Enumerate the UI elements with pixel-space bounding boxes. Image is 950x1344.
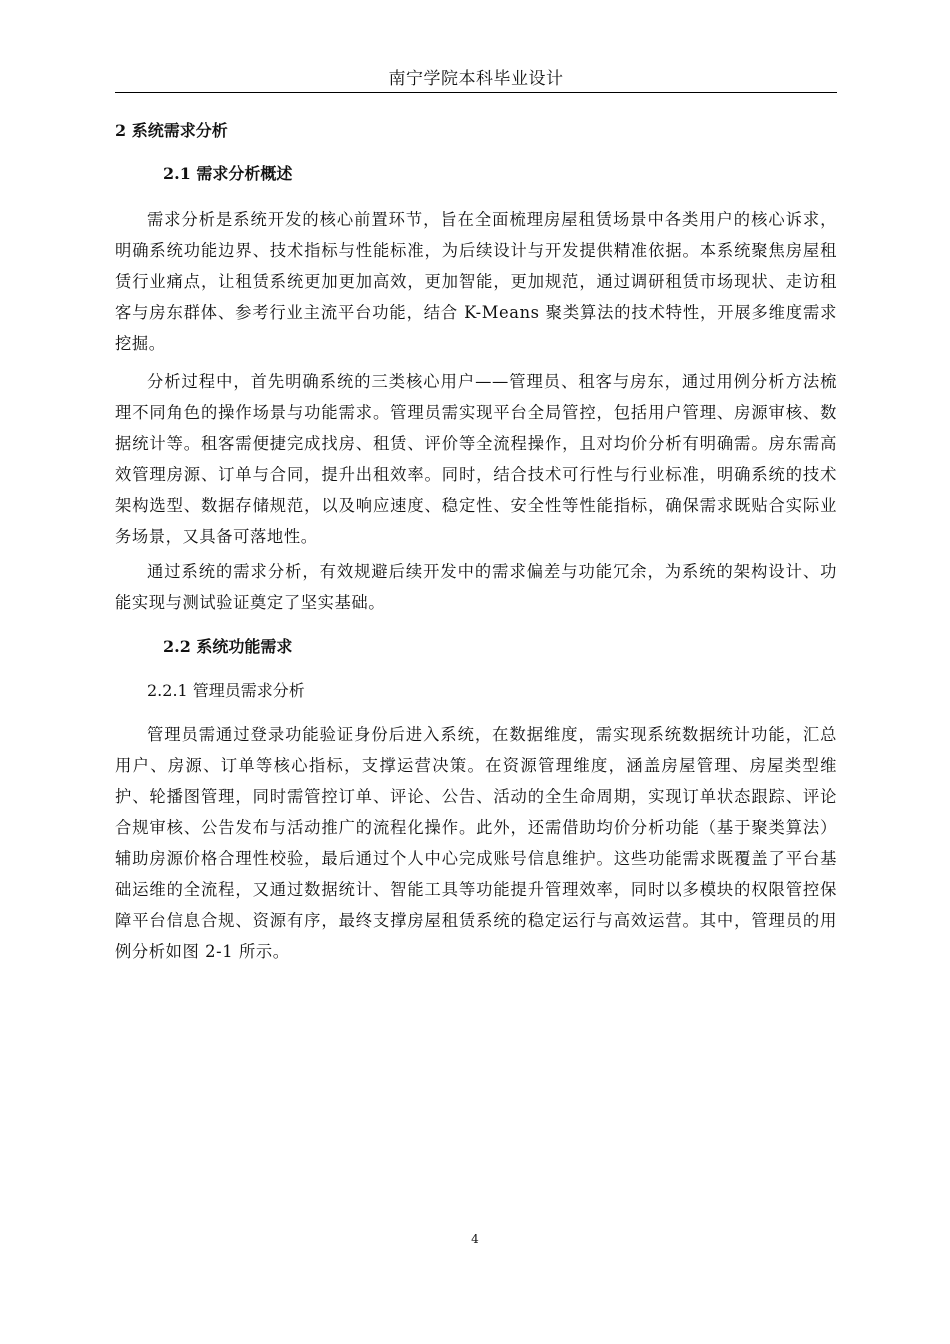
page-number: 4 <box>471 1232 479 1246</box>
paragraph-2-1-a: 需求分析是系统开发的核心前置环节，旨在全面梳理房屋租赁场景中各类用户的核心诉求，明确系统功能边界、技术指标与性能标准，为后续设计与开发提供精准依据。本系统聚焦房屋租赁行业痛点，让租赁系统更加更加高效，更加智能，更加规范，通过调研租赁市场现状、走访租客与房东群体、参考行业主流平台功能，结合 K-Means 聚类算法的技术特性，开展多维度需求挖掘。 <box>115 210 837 353</box>
section-heading-2-2: 2.2 系统功能需求 <box>163 637 293 656</box>
section-heading-2: 2 系统需求分析 <box>115 121 228 140</box>
header-rule <box>115 92 837 93</box>
paragraph-2-2-1-a: 管理员需通过登录功能验证身份后进入系统，在数据维度，需实现系统数据统计功能，汇总用户、房源、订单等核心指标，支撑运营决策。在资源管理维度，涵盖房屋管理、房屋类型维护、轮播图管理，同时需管控订单、评论、公告、活动的全生命周期，实现订单状态跟踪、评论合规审核、公告发布与活动推广的流程化操作。此外，还需借助均价分析功能（基于聚类算法）辅助房源价格合理性校验，最后通过个人中心完成账号信息维护。这些功能需求既覆盖了平台基础运维的全流程，又通过数据统计、智能工具等功能提升管理效率，同时以多模块的权限管控保障平台信息合规、资源有序，最终支撑房屋租赁系统的稳定运行与高效运营。其中，管理员的用例分析如图 2-1 所示。 <box>115 725 837 961</box>
paragraph-2-1-b: 分析过程中，首先明确系统的三类核心用户——管理员、租客与房东，通过用例分析方法梳理不同角色的操作场景与功能需求。管理员需实现平台全局管控，包括用户管理、房源审核、数据统计等。租客需便捷完成找房、租赁、评价等全流程操作，且对均价分析有明确需。房东需高效管理房源、订单与合同，提升出租效率。同时，结合技术可行性与行业标准，明确系统的技术架构选型、数据存储规范，以及响应速度、稳定性、安全性等性能指标，确保需求既贴合实际业务场景，又具备可落地性。 <box>115 372 837 546</box>
section-heading-2-1: 2.1 需求分析概述 <box>163 164 293 183</box>
paragraph-2-1-c: 通过系统的需求分析，有效规避后续开发中的需求偏差与功能冗余，为系统的架构设计、功能实现与测试验证奠定了坚实基础。 <box>115 562 837 612</box>
running-header: 南宁学院本科毕业设计 <box>388 69 564 89</box>
section-heading-2-2-1: 2.2.1 管理员需求分析 <box>147 681 305 700</box>
